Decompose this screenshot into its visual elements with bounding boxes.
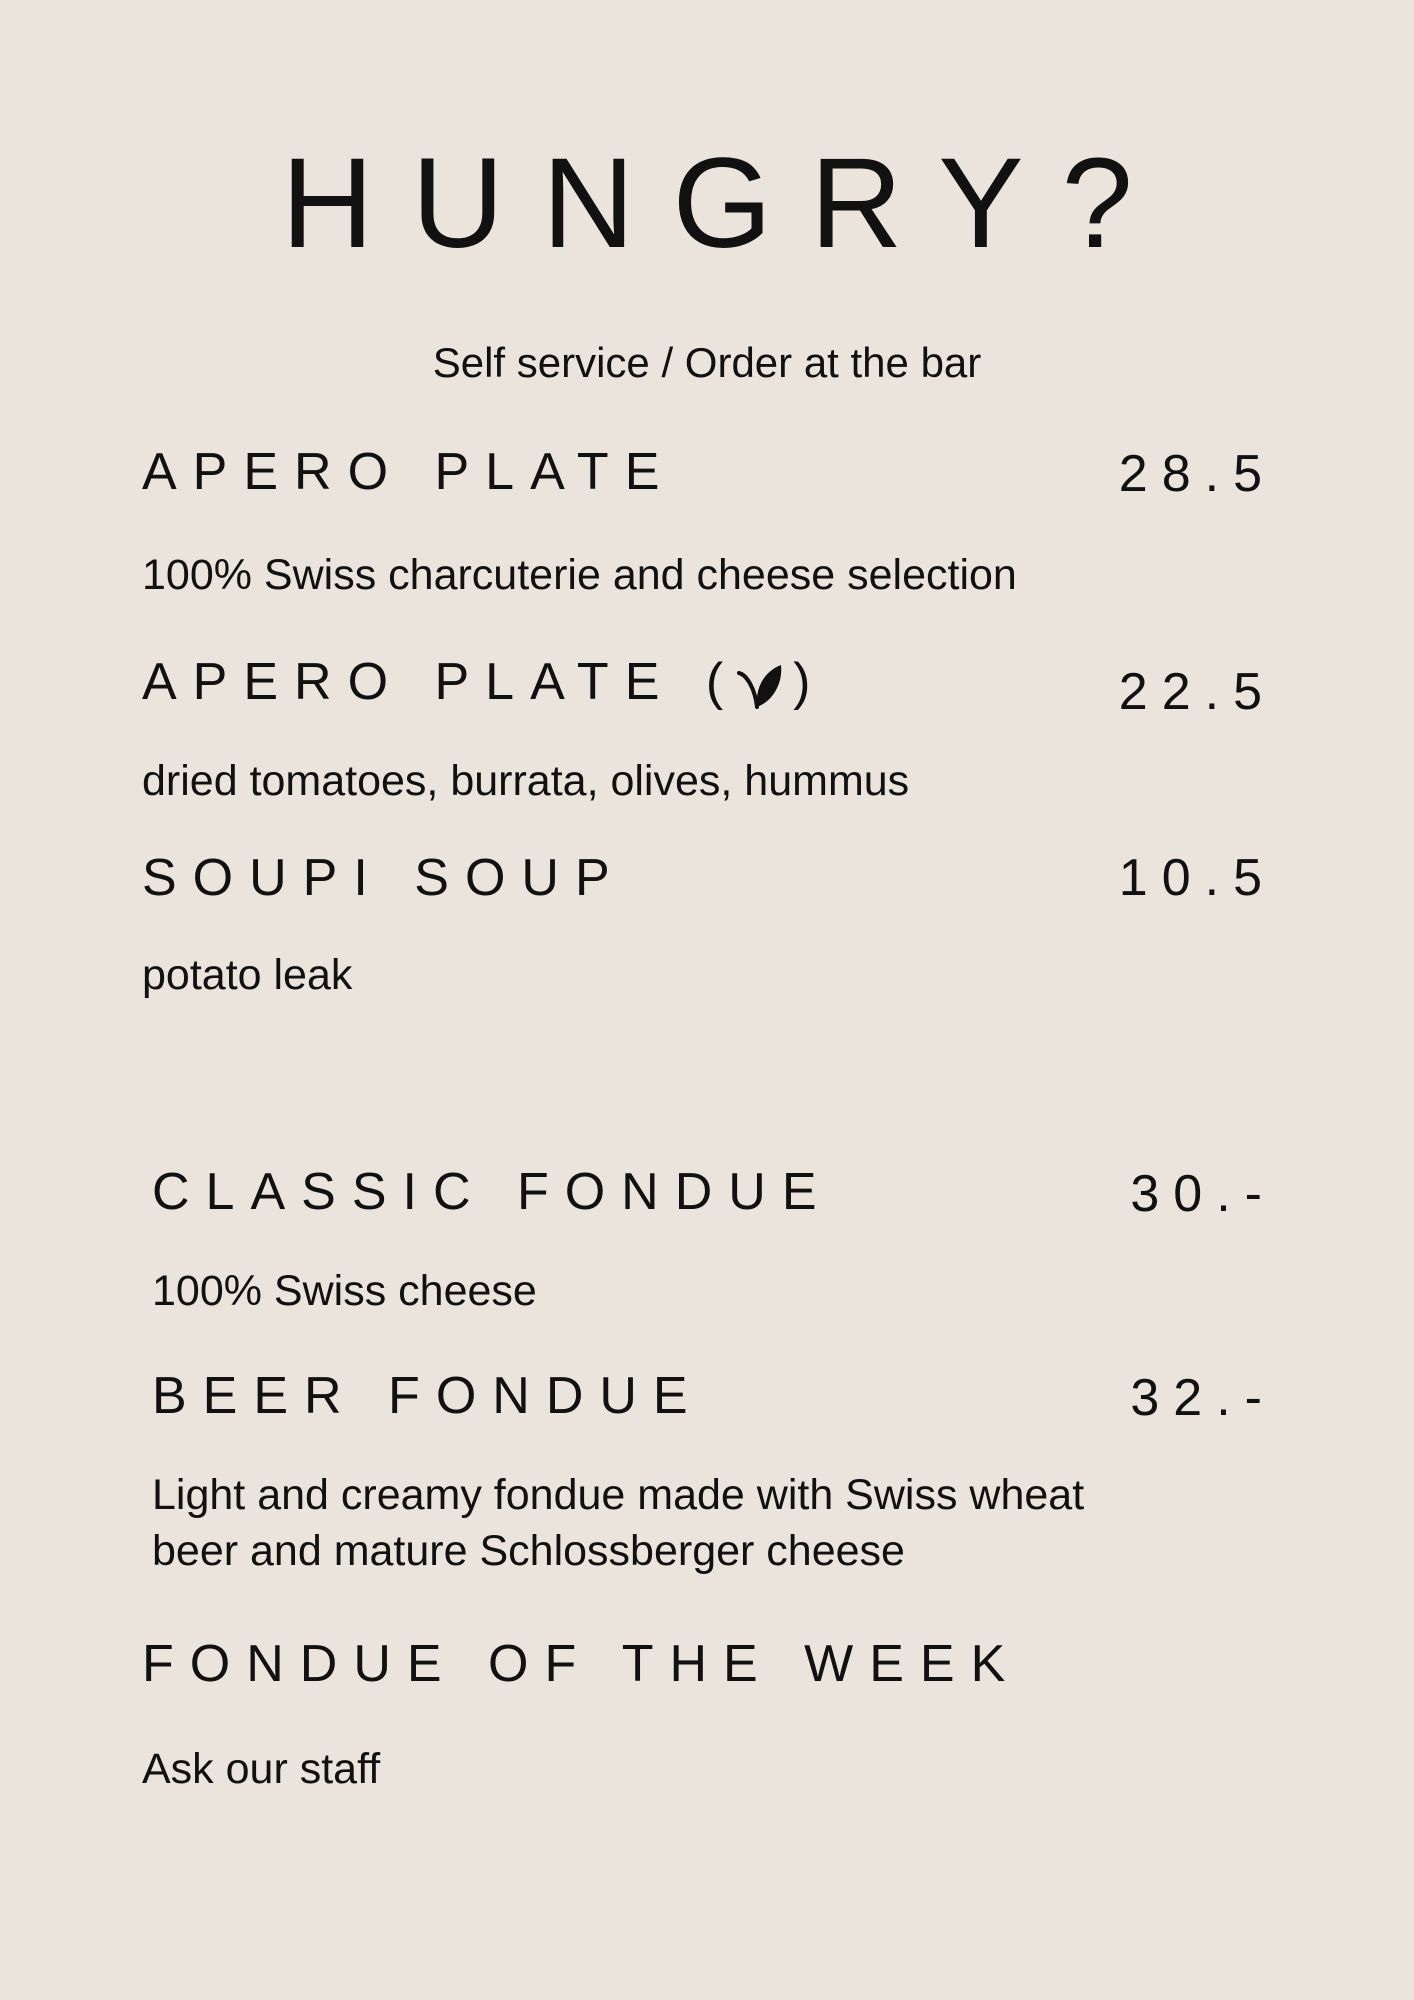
menu-item-name-classic-fondue: CLASSIC FONDUE [152, 1163, 833, 1221]
menu-item-name-fondue-of-the-week: FONDUE OF THE WEEK [142, 1635, 1022, 1693]
page-title: HUNGRY? [281, 132, 1171, 275]
menu-item-price-apero-plate: 28.5 [1118, 445, 1276, 503]
menu-item-price-apero-plate-veg: 22.5 [1118, 663, 1276, 721]
menu-item-description-soupi-soup: potato leak [142, 951, 353, 999]
menu-item-name-soupi-soup: SOUPI SOUP [142, 849, 626, 907]
menu-item-price-classic-fondue: 30.- [1130, 1165, 1276, 1223]
menu-item-description-beer-fondue-line2: beer and mature Schlossberger cheese [152, 1527, 905, 1575]
page-subtitle: Self service / Order at the bar [432, 339, 982, 386]
menu-item-description-classic-fondue: 100% Swiss cheese [152, 1267, 537, 1315]
leaf-icon [733, 659, 785, 711]
menu-item-price-soupi-soup: 10.5 [1118, 849, 1276, 907]
menu-item-description-fondue-of-the-week: Ask our staff [142, 1745, 381, 1793]
menu-item-name-prefix: APERO PLATE ( [142, 653, 740, 711]
menu-item-name-suffix: ) [793, 653, 811, 711]
menu-item-price-beer-fondue: 32.- [1130, 1369, 1276, 1427]
menu-item-name-apero-plate-veg [142, 653, 811, 711]
menu-item-description-apero-plate: 100% Swiss charcuterie and cheese selection [142, 551, 1017, 599]
menu-item-name-beer-fondue: BEER FONDUE [152, 1367, 704, 1425]
menu-item-name-apero-plate: APERO PLATE [142, 443, 676, 501]
menu-item-description-apero-plate-veg: dried tomatoes, burrata, olives, hummus [142, 757, 910, 805]
menu-item-description-beer-fondue-line1: Light and creamy fondue made with Swiss wheat [152, 1471, 1085, 1519]
